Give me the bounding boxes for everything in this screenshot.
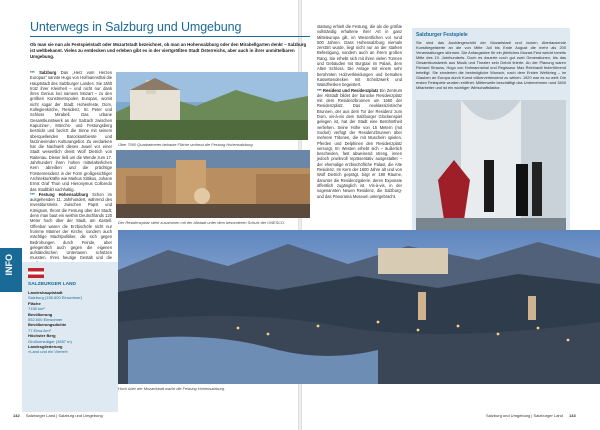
info-tab (0, 248, 22, 292)
section-heading-salzburg: Salzburg (39, 70, 57, 75)
running-footer-right: Salzburg und Umgebung | Salzburger Land (486, 413, 563, 418)
photo-residenzplatz (116, 150, 310, 218)
festival-sidebar (412, 28, 570, 240)
rating-stars: *** (30, 191, 35, 197)
lead-paragraph: Ob man sie nun als Festspielstadt oder Mozartstadt bezeichnet, ob man an Hohensalzburg oder den Mirabellgarten denkt – Salzburg ist weltbekannt. Vieles zu entdecken und erleben gibt es in der viertgrößten Stadt Österreichs, aber auch in ihrer unmittelbaren Umgebung. (30, 42, 307, 59)
fact-label: Höchster Berg (28, 333, 56, 339)
rating-stars: *** (30, 70, 35, 75)
fact-label: Fläche (28, 300, 41, 306)
section-text-festung: Schon im ausgehenden 11. Jahrhundert, während des Investiturstreits zwischen Papst und Königtum, thront die Festung über der Stadt; denn man baut ein weithin Deutschlands 120 Meter hoch über der Stadt, am Kastell. Offenbar waren die Erzbischöfe nicht nur fromme Männer der Kirche, sondern auch mächtige Machtpolitiker, die sich gegen Bedrohungen durch Feinde, aber gelegentlich auch gegen die eigenen aufständischen Untertanen schützen mussten. Ihres heutige Gestalt und die (30, 191, 112, 261)
section-heading-festung: Festung Hohensalzburg (38, 191, 89, 197)
fact-value: Großvenediger (3657 m) (28, 338, 72, 344)
page-number-left: 142 (13, 413, 20, 418)
fact-value: 552.600 Einwohner (28, 317, 63, 323)
fact-label: Landesgliederung (28, 344, 63, 350)
info-box (22, 262, 118, 412)
section-text-festung-cont: stattung erhielt die Festung, die als die größte vollständig erhaltene ihrer Art in ganz Mitteleuropa gilt, im Wesentlichen vor rund 500 Jahren. Dass Hohensalzburg niemals zerstört wurde, liegt nicht nur an der starken Befestigung, sondern auch an ihrem großen Rang. Sie erhebt sich mit ihren vielen Türmen und Gebäuden mit Burgtaxi im Palais, dem Alten Schloss. Die Anlage mit einem sehr berühmten Holzverkleidungen und bemalten Kassettendecken mit Schnitzwerk und Wandfresken begeistert. (317, 24, 402, 88)
photo-fortress (116, 72, 308, 140)
fact-value: 7155 km² (28, 306, 45, 312)
caption-fortress: Über 7000 Quadratmeter bebaute Fläche umfasst die Festung Hohensalzburg. (118, 142, 254, 147)
fact-label: Bevölkerung (28, 311, 53, 317)
festival-text: Sie sind das Aushängeschild der Mozartstadt und locken Abertausende Kunstbegeisterte an die von Mitte Juli bis Ende August die mehr als 200 Veranstaltungen stürmen. Die Anfangsidee für ein jährliches Mozart-Fest weicht bereits Mitte des 19. Jahrhunderts. Doch es dauerte noch gut zwei Generationen, bis das Gesamtkunstwerk aus Musik und Theater sein Debüt feierte. An der Planung waren Richard Strauss, Hugo von Hofmannsthal und Regisseur Max Reinhardt federführend beteiligt. Sie sinnierten die bestmögliche Wunsch, nach dem Ersten Weltkrieg – im Glauben an Europa durch Kunst völkerverbindend zu wirken. 1920 war es so weit: Die ersten Festspiele wurden eröffnet. Mittlerweile beschäftigt das Unternehmen rund 3400 Mitarbeiter und ist ein wichtiger Wirtschaftsfaktor. (416, 40, 566, 90)
caption-residenzplatz: Der Residenzplatz steht zusammen mit der Altstadt unter dem besonderen Schutz der UNESCO. (118, 220, 286, 225)
fact-value: »Land und ein Viertel« (28, 349, 68, 355)
section-text-residenz: Ein Zentrum der Altstadt bildet der barocke Residenzplatz mit dem Residenzbrunnen um 1660 der Residenzplatz. Das neoklassizistische Brunnen, der aus dem Tor der Residenz zum Dom, vis-à-vis dem Salzburger Glockenspiel gelegen ist, hat der Stadt eine Berühmtheit verliehen. Seine Höhe von 15 Metern (mit Sockel) verfügt der Residenzbrunnen über mehrere Tritonen, die mit Muscheln spielen, Pferden und Delphinen den Residenzplatz versorgt. Im Westen erhebt sich – äußerlich bescheiden, fast abweisend streng, innen jedoch prunkvoll repräsentativ ausgestaltet – der ehemalige erzbischöfliche Palast, die Alte Residenz. Im Kern der 1600 Jahre alt und von Wolf Dietrich geprägt, birgt er 180 Räume, darunter die Residenzgalerie, deren Exponate öffentlich zugänglich ist. Vis-à-vis, in der sogenannten Neuen Residenz, die Salzburg-und das Panorama Museum untergebracht. (317, 87, 403, 199)
photo-panorama (118, 230, 600, 384)
text-column-1 (30, 70, 112, 266)
photo-festival-stage (416, 100, 566, 236)
footer-right (486, 413, 581, 418)
text-column-3 (317, 24, 402, 199)
fact-value: Salzburg (155.600 Einwohner) (28, 295, 83, 301)
page-title: Unterwegs in Salzburg und Umgebung (30, 20, 242, 34)
info-facts (28, 290, 114, 355)
fact-label: Bevölkerungsdichte (28, 322, 67, 328)
flag-icon (28, 268, 44, 278)
rating-stars: *** (317, 87, 322, 93)
fact-label: Landeshauptstadt (28, 290, 63, 295)
footer-left (8, 413, 103, 418)
running-footer-left: Salzburger Land | Salzburg und Umgebung (25, 413, 103, 418)
page-number-right: 143 (569, 413, 576, 418)
festival-title: Salzburger Festspiele (416, 32, 468, 38)
caption-panorama: Hoch über der Mozartstadt wacht die Festung Hohensalzburg. (118, 386, 226, 391)
section-heading-residenz: Residenz und Residenzplatz (323, 87, 379, 93)
title-rule (30, 36, 310, 37)
info-tab-label: INFO (4, 254, 14, 276)
section-text-salzburg: Das „Herz vom Herzen Europas“ nannte Hugo von Hofmannsthal die Hauptstadt des Salzburger Landes. Sie zählt trotz ihrer Kleinheit – und nicht nur dank ihres Genius loci namens Mozart – zu den größten Kunstmetropolen Europas, womit nicht sogar der Stadt, Hohenfeste, Dom, Kollegienkirche, Residenz, St. Peter und Schloss Mirabell. Das urbane Gesamtkunstwerk an der Salzach zwischen Kapuziner-, Mönchs- und Festungsberg bestrickt und bezirzt die Sinne mit seinem überquellenden Barockambiente und faszinierenden Kulturangebot. Zu verdanken hat die Nachwelt dieses Juwel vor einer Stadt wesentlich dreist Wolf Dietrich von Raitenau. Dieser ließ um die Wende zum 17. Jahrhundert ihren hohen mittelalterlichen Kern abreißen und die prächtige Fürstenresidenz in der Form großgesichtiger Architekturkräfte wie Markus Sittikus, Johann Ernst Graf Thun und Hieronymus Colloredo das Stadtbild nachhaltig. (30, 70, 112, 192)
fact-value: 77 Einw./km² (28, 327, 51, 333)
info-region-name: SALZBURGER LAND (28, 282, 76, 287)
